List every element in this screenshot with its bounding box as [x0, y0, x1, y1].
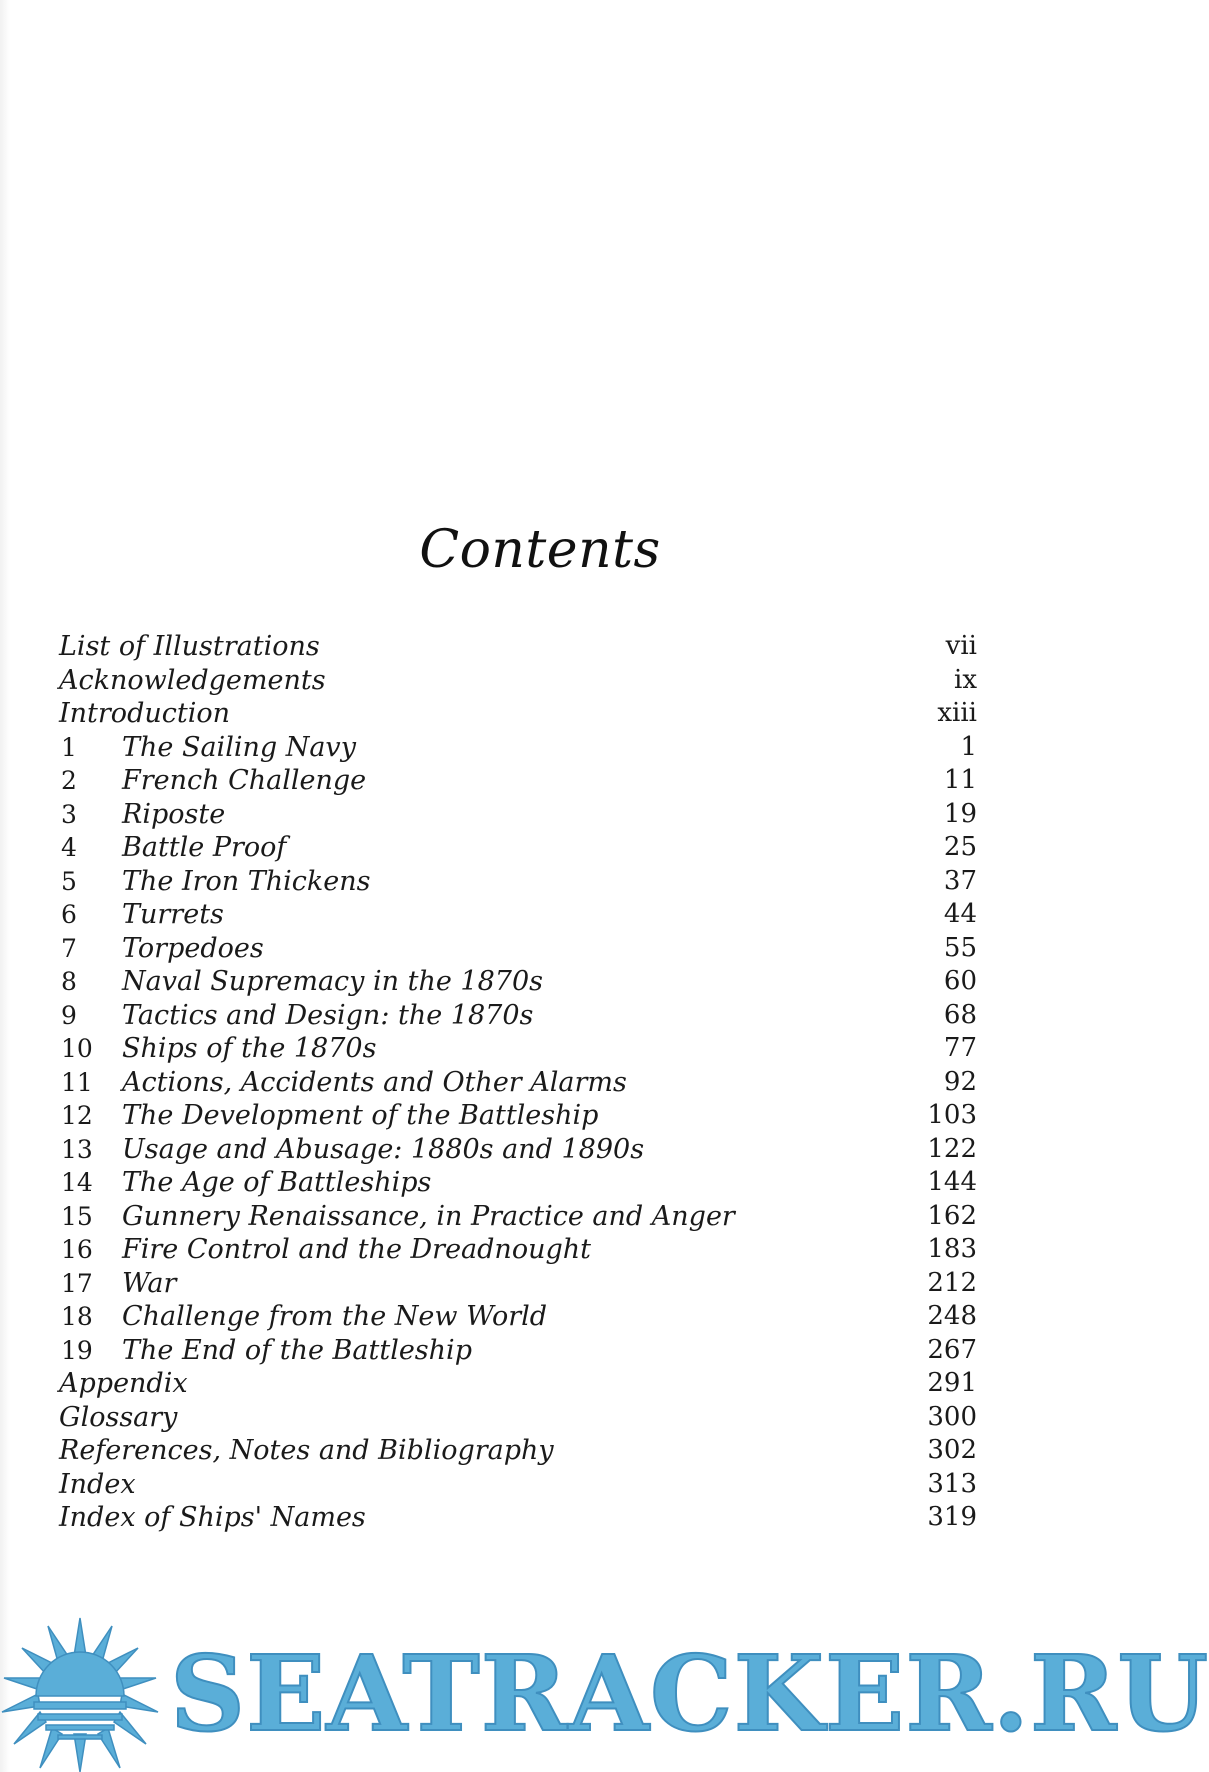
toc-entry-title: Index of Ships' Names	[59, 1502, 366, 1533]
toc-entry	[57, 1032, 977, 1066]
toc-page-number: 1	[960, 731, 977, 762]
toc-entry-title: Naval Supremacy in the 1870s	[122, 966, 543, 997]
toc-entry	[57, 1300, 977, 1334]
toc-entry-title: Appendix	[59, 1368, 188, 1399]
toc-chapter-number: 6	[61, 900, 77, 929]
toc-page-number: 77	[943, 1033, 977, 1063]
toc-entry-title: Riposte	[122, 798, 226, 830]
toc-page-number: 92	[943, 1066, 977, 1097]
toc-entry-title: Usage and Abusage: 1880s and 1890s	[122, 1133, 645, 1165]
toc-chapter-number: 2	[61, 766, 77, 795]
toc-entry	[57, 865, 977, 899]
toc-chapter-number: 18	[61, 1302, 93, 1331]
toc-chapter-number: 7	[61, 933, 77, 963]
toc-page-number: 313	[927, 1468, 977, 1499]
toc-page-number: 60	[943, 966, 977, 996]
toc-chapter-number: 11	[61, 1067, 93, 1097]
page-title: Contents	[419, 520, 661, 580]
toc-entry	[57, 999, 977, 1033]
toc-page-number: 300	[927, 1401, 977, 1432]
toc-entry-title: French Challenge	[122, 765, 367, 796]
toc-entry-title: Glossary	[59, 1401, 178, 1433]
toc-entry-title: The Iron Thickens	[122, 865, 371, 897]
toc-entry	[57, 1166, 977, 1200]
toc-chapter-number: 8	[61, 967, 77, 996]
table-of-contents	[57, 630, 977, 1535]
toc-entry	[57, 630, 977, 664]
toc-page-number: 122	[927, 1133, 977, 1164]
toc-entry-title: The Development of the Battleship	[122, 1100, 599, 1131]
toc-entry	[57, 1501, 977, 1535]
page-edge-shadow	[0, 0, 10, 1772]
toc-entry-title: The Age of Battleships	[122, 1167, 432, 1198]
toc-page-number: vii	[945, 631, 977, 661]
toc-page-number: 162	[927, 1200, 977, 1231]
toc-page-number: xiii	[937, 698, 977, 728]
toc-chapter-number: 4	[61, 833, 77, 862]
toc-entry	[57, 965, 977, 999]
toc-entry	[57, 831, 977, 865]
toc-entry	[57, 1468, 977, 1502]
toc-page-number: 55	[943, 932, 977, 963]
toc-page-number: 319	[927, 1502, 977, 1532]
toc-entry-title: War	[122, 1267, 177, 1299]
toc-entry-title: Gunnery Renaissance, in Practice and Anger	[122, 1200, 735, 1232]
toc-entry-title: Ships of the 1870s	[122, 1033, 377, 1064]
toc-page-number: 302	[927, 1435, 977, 1465]
toc-page-number: 44	[943, 899, 977, 929]
toc-entry	[57, 697, 977, 731]
toc-entry	[57, 1200, 977, 1234]
toc-page-number: 25	[943, 832, 977, 862]
toc-entry	[57, 1401, 977, 1435]
toc-entry-title: Torpedoes	[122, 932, 264, 964]
watermark-text: SEATRACKER.RU	[170, 1632, 1209, 1755]
toc-entry-title: Turrets	[122, 899, 224, 930]
toc-entry-title: Acknowledgements	[59, 664, 326, 696]
toc-page-number: 144	[927, 1167, 977, 1197]
toc-entry	[57, 1267, 977, 1301]
toc-entry-title: Tactics and Design: the 1870s	[122, 999, 534, 1031]
toc-page-number: 68	[943, 999, 977, 1030]
watermark	[0, 1612, 1209, 1772]
toc-chapter-number: 19	[61, 1335, 93, 1365]
toc-entry	[57, 1233, 977, 1267]
toc-entry-title: The End of the Battleship	[122, 1334, 472, 1366]
toc-chapter-number: 17	[61, 1268, 93, 1298]
toc-page-number: 183	[927, 1234, 977, 1264]
toc-page-number: 267	[927, 1334, 977, 1365]
toc-entry-title: Challenge from the New World	[122, 1301, 548, 1332]
toc-entry-title: Battle Proof	[122, 832, 287, 863]
toc-entry	[57, 1367, 977, 1401]
toc-chapter-number: 13	[61, 1134, 93, 1164]
toc-entry	[57, 664, 977, 698]
sun-icon	[0, 1616, 160, 1772]
toc-entry-title: Fire Control and the Dreadnought	[122, 1234, 591, 1265]
toc-entry	[57, 1434, 977, 1468]
toc-page-number: 19	[943, 798, 977, 829]
toc-entry-title: References, Notes and Bibliography	[59, 1435, 554, 1466]
toc-chapter-number: 14	[61, 1168, 93, 1197]
toc-page-number: 103	[927, 1100, 977, 1130]
toc-entry	[57, 932, 977, 966]
toc-chapter-number: 1	[61, 732, 77, 762]
toc-chapter-number: 12	[61, 1101, 93, 1130]
toc-entry	[57, 1334, 977, 1368]
toc-chapter-number: 9	[61, 1000, 77, 1030]
toc-chapter-number: 5	[61, 866, 77, 896]
toc-entry-title: Actions, Accidents and Other Alarms	[122, 1066, 627, 1098]
toc-page-number: 11	[943, 765, 977, 795]
toc-entry	[57, 731, 977, 765]
toc-entry	[57, 1099, 977, 1133]
toc-page-number: 248	[927, 1301, 977, 1331]
toc-entry	[57, 764, 977, 798]
toc-chapter-number: 16	[61, 1235, 93, 1264]
toc-page-number: 212	[927, 1267, 977, 1298]
toc-entry	[57, 1133, 977, 1167]
toc-chapter-number: 10	[61, 1034, 93, 1063]
toc-chapter-number: 3	[61, 799, 77, 829]
toc-entry	[57, 898, 977, 932]
toc-page-number: 291	[927, 1368, 977, 1398]
toc-entry-title: List of Illustrations	[59, 631, 320, 662]
toc-entry-title: The Sailing Navy	[122, 731, 356, 763]
toc-page-number: ix	[954, 664, 977, 695]
toc-entry	[57, 798, 977, 832]
toc-page-number: 37	[943, 865, 977, 896]
toc-entry-title: Index	[59, 1468, 136, 1500]
toc-entry	[57, 1066, 977, 1100]
toc-entry-title: Introduction	[59, 698, 230, 729]
toc-chapter-number: 15	[61, 1201, 93, 1231]
